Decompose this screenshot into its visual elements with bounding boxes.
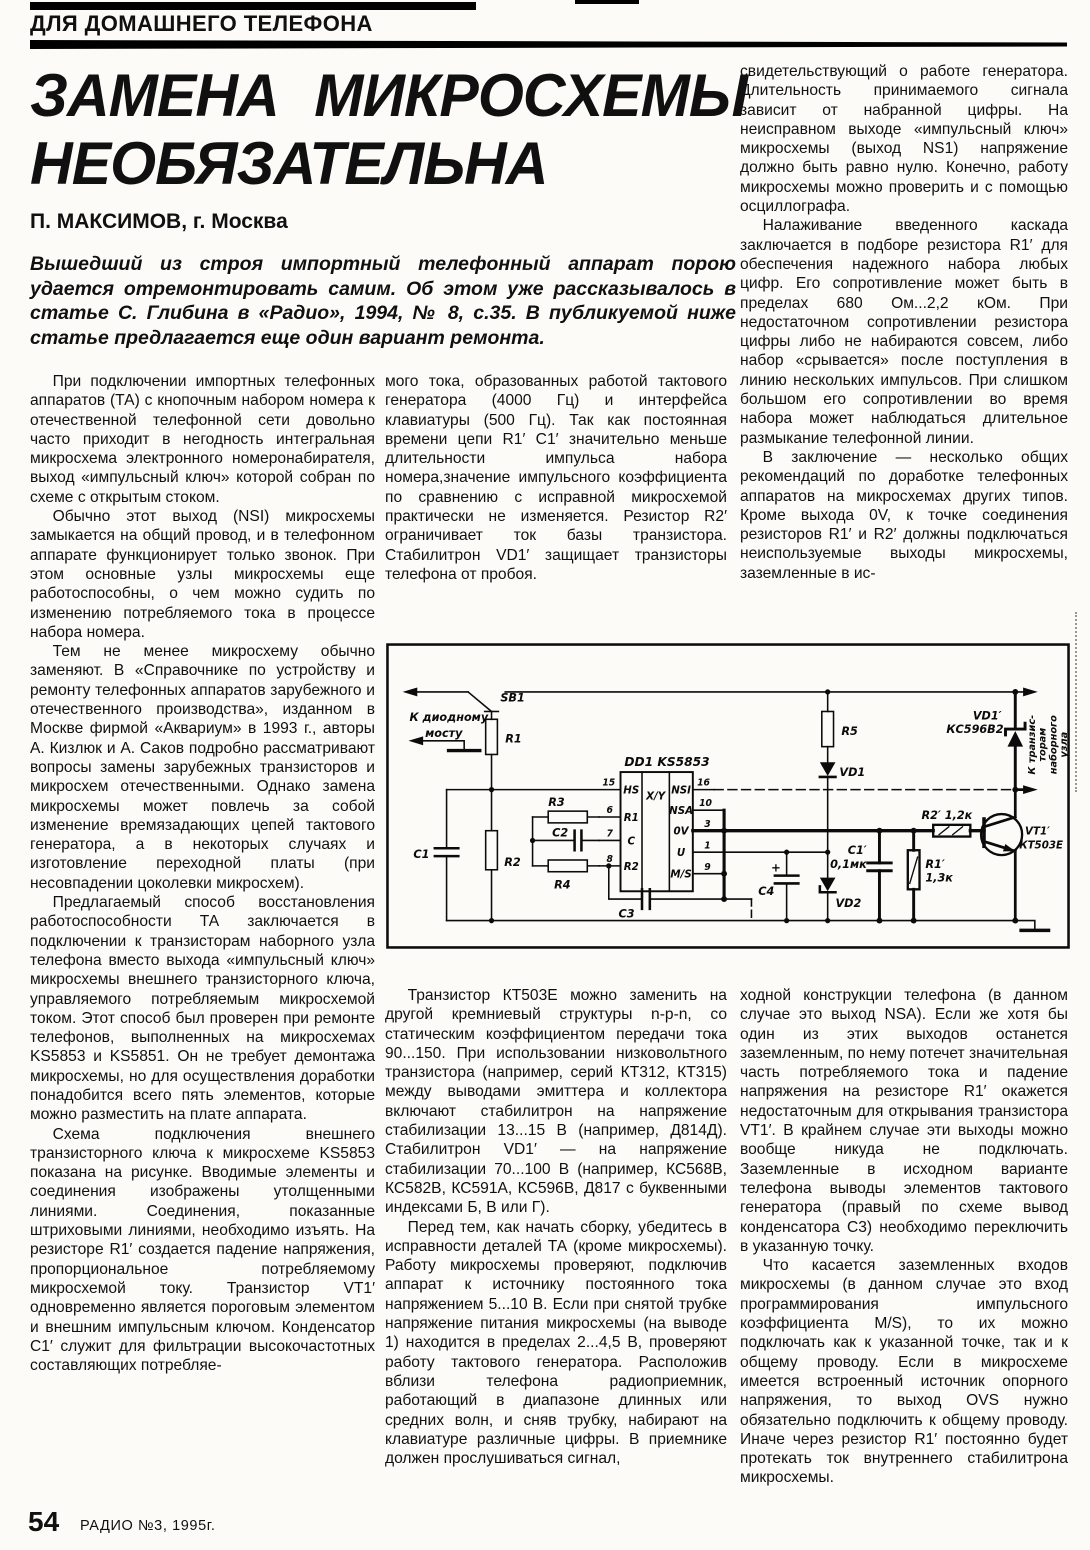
arrow-right-bottom xyxy=(1023,785,1038,794)
arrow-left-bottom xyxy=(408,736,423,745)
svg-text:3: 3 xyxy=(704,818,711,830)
zener-vd2 xyxy=(820,878,836,892)
svg-text:0V: 0V xyxy=(673,825,689,838)
article-title-line2: НЕОБЯЗАТЕЛЬНА xyxy=(30,130,548,197)
paragraph: Тем не менее микросхему обычно заменяют. В «Справочнике по устройству и ремонту телефонных аппаратов зарубежного и отечественного производства», изданном в Москве фирмой «Аквариум» в 1993 г., авторы А. Кизлюк и А. Саков подробно рассматривают вопросы замены зарубежных транзисторов и микросхем отечественными. Однако замена микросхемы может повлечь за собой изменение времязадающих цепей тактового генератора, а в некоторых случаях и изготовление переходной платы (при несовпадении цоколевки микросхем). xyxy=(30,643,375,892)
resistor-r4 xyxy=(548,860,587,872)
bottom-rail xyxy=(447,921,1035,930)
capacitor-c1p xyxy=(868,863,891,871)
paragraph: Налаживание введенного каскада заключается в подборе резистора R1′ для обеспечения надежного набора любых цифр. Его сопротивление может быть в пределах 680 Ом...2,2 кОм. При недостаточном сопротивлении резистора цифры либо не набираются совсем, либо набор «срывается» после поступления в линию нескольких импульсов. При слишком большом его сопротивлении во время набора может наблюдаться длительное размыкание телефонной линии. xyxy=(740,217,1068,447)
article-title-line1: ЗАМЕНА МИКРОСХЕМЫ xyxy=(30,62,747,129)
transistor-vt1p-collector xyxy=(984,790,1015,827)
label-r2: R2 xyxy=(504,855,521,869)
paragraph: Обычно этот выход (NSI) микросхемы замыкается на общий провод, и в телефонном аппарате функционирует только звонок. При этом основные узлы микросхемы еще работоспособны, о чем можно судить по изменению потребляемого тока в процессе набора номера. xyxy=(30,508,375,641)
svg-text:R1: R1 xyxy=(623,811,639,824)
label-r1: R1 xyxy=(505,732,522,746)
arrow-right-top xyxy=(1023,688,1038,697)
svg-text:HS: HS xyxy=(623,784,640,797)
svg-text:7: 7 xyxy=(606,828,613,840)
label-vd1: VD1 xyxy=(839,765,866,779)
paragraph: Что касается заземленных входов микросхемы (в данном случае это вход программирования импульсного коэффициента M/S), то их можно подключать как к указанной точке, так и к общему проводу. Если в микросхеме имеется встроенный источник опорного напряжения, то выход OVS нужно обязательно подключить к общему проводу. Иначе через резистор R1′ постоянно будет протекать ток внутреннего стабилитрона микросхемы. xyxy=(740,1257,1068,1487)
paragraph: Транзистор КТ503Е можно заменить на другой кремниевый структуры n-p-n, со статическим коэффициентом передачи тока 90...150. При использовании низковольтного транзистора (например, серий КТ312, КТ315) между выводами эмиттера и коллектора включают стабилитрон на напряжение стабилизации 13...15 В (например, Д814Д). Стабилитрон VD1′ — на напряжение стабилизации 70...100 В (например, КС568В, КС582В, КС591А, КС596В, Д817 с буквенными индексами Б, В или Г). xyxy=(385,987,727,1217)
zener-vd1p xyxy=(1007,731,1023,747)
top-black-bar xyxy=(30,2,476,10)
label-to-bridge: К диодному xyxy=(409,711,489,725)
paragraph: свидетельствующий о работе генератора. Длительность принимаемого сигнала зависит от набранной цифры. На неисправном выходе «импульсный ключ» микросхемы (выход NS1) напряжение должно быть равно нулю. Конечно, работу микросхемы можно проверить и с помощью осциллографа. xyxy=(740,63,1068,216)
paragraph: мого тока, образованных работой тактового генератора (4000 Гц) и интерфейса клавиатуры (500 Гц). Так как постоянная времени цепи R1′ C1′ значительно меньше длительности импульса набора номера,значение импульсного коэффициента по сравнению с исправной микросхемой практически не изменяется. Резистор R2′ ограничивает ток базы транзистора. Стабилитрон VD1′ защищает транзисторы телефона от пробоя. xyxy=(385,373,727,583)
capacitor-c4 xyxy=(775,876,798,884)
paragraph: В заключение — несколько общих рекомендаций по доработке телефонных аппаратов на микросхемах других типов. Кроме выхода 0V, к точке соединения резисторов R1′ и R2′ должны подключаться неиспользуемые выходы микросхемы, заземленные в ис- xyxy=(740,448,1068,582)
article-lead: Вышедший из строя импортный телефонный аппарат порою удается отремонтировать самим. Об этом уже рассказывалось в статье С. Глибина в «Радио», 1994, № 8, с.35. В публикуемой ниже статье предлагается еще один вариант ремонта. xyxy=(30,253,736,349)
chip-core-label: X/Y xyxy=(646,790,666,803)
svg-text:К транзис-: К транзис- xyxy=(1026,714,1038,775)
column-middle-bottom xyxy=(385,986,727,1468)
journal-issue: РАДИО №3, 1995г. xyxy=(80,1518,216,1534)
svg-text:наборного: наборного xyxy=(1048,715,1060,775)
label-vt1p: VT1′ xyxy=(1025,825,1050,838)
label-vd1p: VD1′ xyxy=(972,709,1002,723)
svg-text:6: 6 xyxy=(606,805,613,817)
resistor-r1 xyxy=(486,719,498,754)
svg-text:10: 10 xyxy=(699,798,712,810)
svg-text:1,3к: 1,3к xyxy=(925,871,953,885)
resistor-r1p-slash xyxy=(910,857,918,883)
article-title xyxy=(30,62,747,198)
label-r3: R3 xyxy=(548,796,565,810)
svg-text:1: 1 xyxy=(704,840,711,852)
svg-text:торам: торам xyxy=(1037,727,1049,762)
label-sb1: SB1 xyxy=(500,691,525,705)
label-r2p: R2′ 1,2к xyxy=(921,808,973,822)
diode-vd1 xyxy=(820,762,836,776)
label-c4: C4 xyxy=(758,885,775,899)
svg-text:NSI: NSI xyxy=(671,784,691,797)
svg-text:0,1мк: 0,1мк xyxy=(830,857,867,871)
emitter-arrow xyxy=(1003,844,1015,851)
label-c1p: C1′ xyxy=(847,844,867,858)
column-right-bottom xyxy=(740,986,1068,1488)
svg-text:КТ503Е: КТ503Е xyxy=(1019,839,1063,852)
paragraph: При подключении импортных телефонных аппаратов (ТА) с кнопочным набором номера к отечественной телефонной сети довольно часто приходит в негодность интегральная микросхема электронного номеронабирателя, выход «импульсный ключ» которой собран по схеме с открытым стоком. xyxy=(30,373,375,506)
label-c3: C3 xyxy=(618,907,635,921)
column-middle-top xyxy=(385,372,727,584)
resistor-r5 xyxy=(822,711,834,746)
label-c4-plus: + xyxy=(770,860,781,875)
label-to-dial-transistors xyxy=(1027,715,1070,775)
circuit-diagram xyxy=(386,643,1070,949)
label-c2: C2 xyxy=(552,826,569,840)
switch-sb1-blade xyxy=(468,692,491,712)
label-chip-title: DD1 KS5853 xyxy=(624,755,710,770)
svg-text:NSA: NSA xyxy=(669,805,694,818)
paragraph: Предлагаемый способ восстановления работоспособности ТА заключается в подключении к транзисторам наборного узла телефона вместо выхода «импульсный ключ» микросхемы внешнего транзисторного ключа, управляемого потребляемым микросхемой током. Этот способ был проверен при ремонте телефонов, выполненных на микросхемах KS5853 и KS5851. Он не требует демонтажа микросхемы, но для осуществления доработки понадобится всего пять элементов, которые можно разместить на плате аппарата. xyxy=(30,894,375,1124)
svg-text:C: C xyxy=(627,835,636,848)
svg-text:15: 15 xyxy=(602,777,616,789)
section-kicker: ДЛЯ ДОМАШНЕГО ТЕЛЕФОНА xyxy=(30,11,373,36)
svg-text:узла: узла xyxy=(1059,731,1070,758)
label-c1: C1 xyxy=(413,848,430,862)
page-number: 54 xyxy=(28,1506,60,1537)
label-vd2: VD2 xyxy=(835,896,862,910)
label-r4: R4 xyxy=(554,878,571,892)
figure-frame xyxy=(387,645,1068,948)
svg-text:8: 8 xyxy=(606,853,613,865)
paragraph: Схема подключения внешнего транзисторного ключа к микросхеме KS5853 показана на рисунке. Вводимые элементы и соединения изображены утолщенными линиями. Соединения, показанные штриховыми линиями, необходимо изъять. На резисторе R1′ создается падение напряжения, пропорциональное потребляемому микросхемой току. Транзистор VT1′ одновременно является пороговым элементом и внешним импульсным ключом. Конденсатор C1′ служит для фильтрации высокочастотных составляющих потребляе- xyxy=(30,1125,375,1375)
capacitor-c2 xyxy=(575,831,582,851)
resistor-r2p-slashes xyxy=(939,827,962,835)
section-rule xyxy=(30,40,1067,49)
arrow-left-top xyxy=(403,688,418,697)
label-r5: R5 xyxy=(841,724,858,738)
capacitor-c1 xyxy=(435,848,458,856)
paragraph: ходной конструкции телефона (в данном случае это выход NSA). Если же хотя бы один из этих выходов останется заземленным, по нему потечет значительная часть потребляемого тока и падение напряжения на резисторе R1′ окажется недостаточным для открывания транзистора VT1′. В крайнем случае эти выходы можно вообще никуда не подключать. Заземленные в исходном варианте телефона выводы элементов тактового генератора (правый по схеме вывод конденсатора С3) необходимо переключить в указанную точку. xyxy=(740,987,1069,1255)
resistor-r2 xyxy=(486,831,498,870)
svg-text:16: 16 xyxy=(697,777,711,789)
scan-artifact xyxy=(1075,612,1077,792)
svg-text:КС596В2: КС596В2 xyxy=(946,722,1004,736)
column-right-top xyxy=(740,62,1068,583)
svg-text:9: 9 xyxy=(704,861,711,873)
svg-text:U: U xyxy=(676,847,686,860)
resistor-r3 xyxy=(548,811,587,823)
wire-to-bridge-bottom xyxy=(423,741,464,750)
label-r1p: R1′ xyxy=(925,857,945,871)
article-author: П. МАКСИМОВ, г. Москва xyxy=(30,210,288,233)
paragraph: Перед тем, как начать сборку, убедитесь в исправности деталей ТА (кроме микросхемы). Работу микросхемы проверяют, подключив аппарат к источнику постоянного тока напряжением 5...10 В. Если при снятой трубке напряжение питания микросхемы (на выводе 1) находится в пределах 2...4,5 В, проверяют работу тактового генератора. Расположив вблизи телефона радиоприемник, работающий в диапазоне длинных или средних волн, и сняв трубку, набирают на клавиатуре различные цифры. В приемнике должен прослушиваться сигнал, xyxy=(385,1218,727,1468)
top-scan-mark xyxy=(575,0,639,4)
svg-text:мосту: мосту xyxy=(425,726,463,740)
column-left xyxy=(30,372,375,1375)
svg-text:M/S: M/S xyxy=(670,868,692,881)
svg-text:R2: R2 xyxy=(623,860,639,873)
